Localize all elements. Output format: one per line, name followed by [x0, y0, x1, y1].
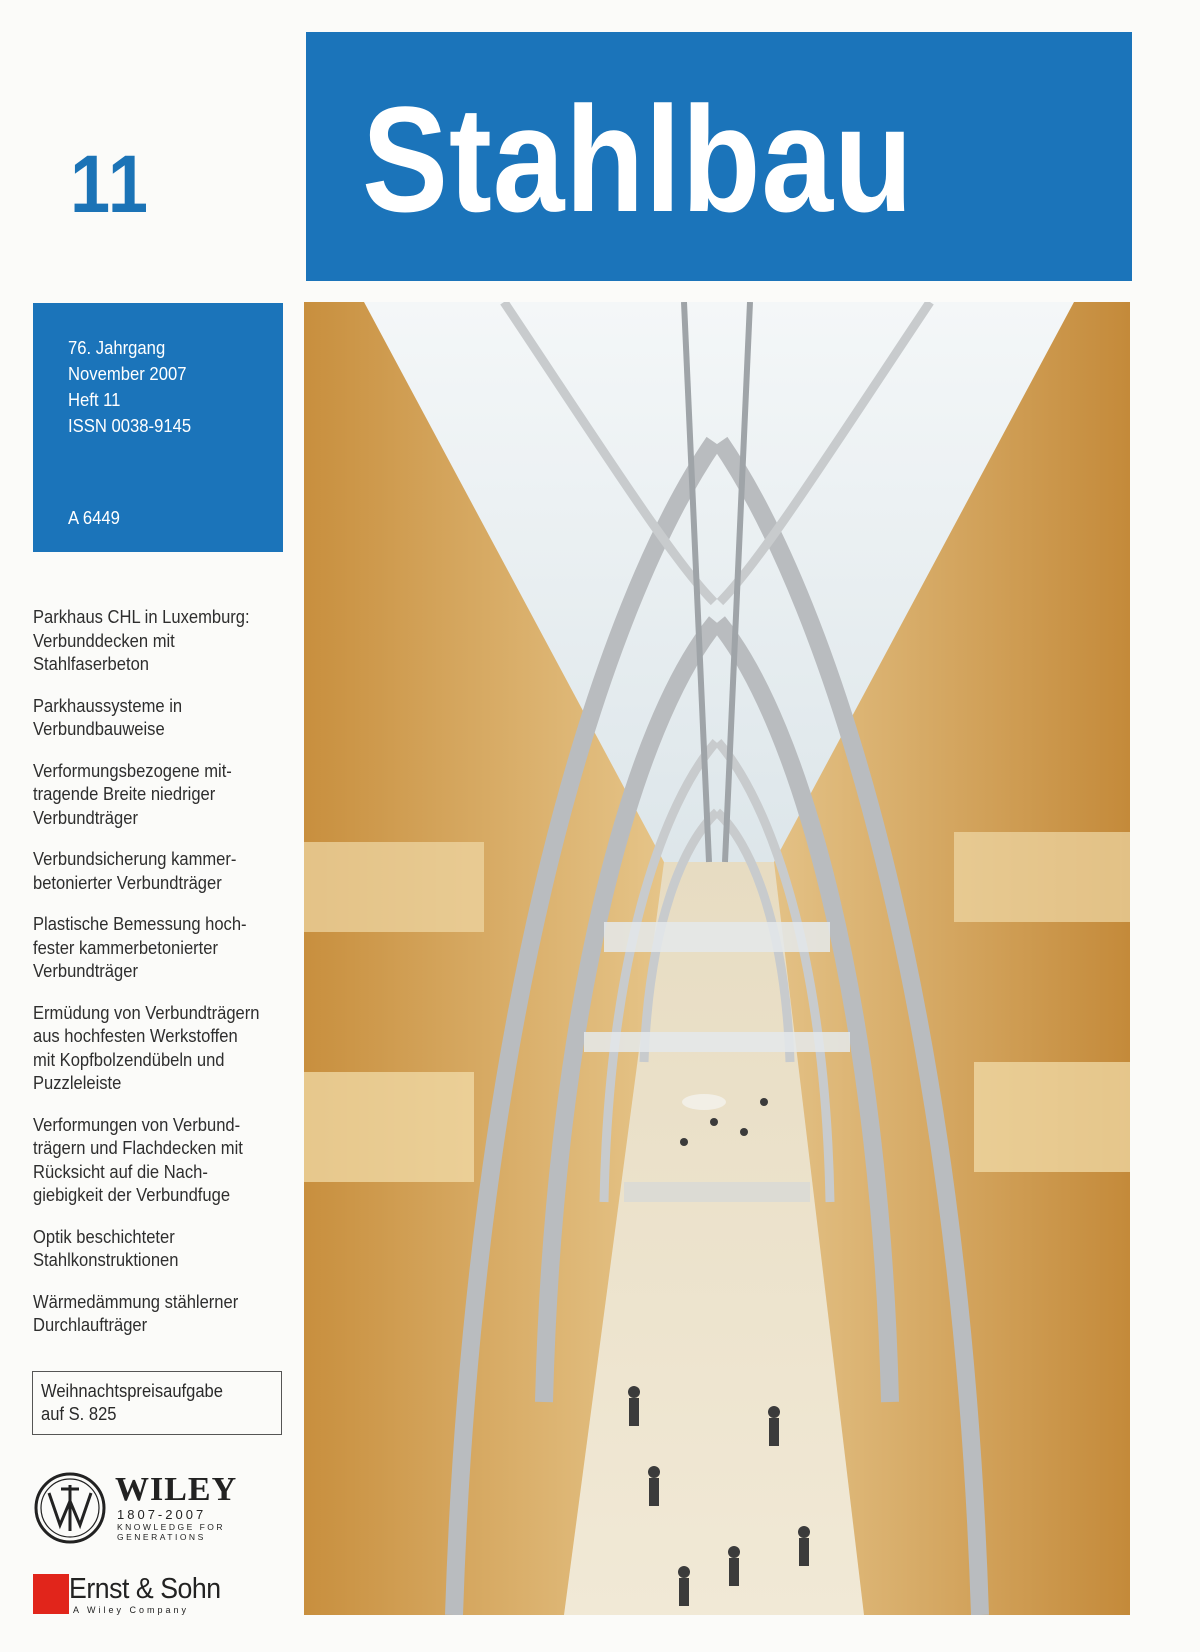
issue-info-box	[33, 303, 283, 552]
title-band	[306, 32, 1132, 281]
journal-title: Stahlbau	[362, 75, 914, 243]
promo-box	[32, 1371, 282, 1435]
wiley-years: 1807-2007	[117, 1507, 207, 1522]
toc-item: Optik beschichteter Stahlkonstruktionen	[33, 1226, 179, 1270]
toc-item: Verformungsbezogene mit- tragende Breite niedriger Verbundträger	[33, 760, 232, 828]
publisher-name: Ernst & Sohn	[69, 1573, 221, 1605]
wiley-wordmark: WILEY	[115, 1471, 238, 1508]
toc-item: Verbundsicherung kammer- betonierter Verbundträger	[33, 849, 237, 893]
issn-line: ISSN 0038-9145	[68, 415, 192, 436]
toc-item: Plastische Bemessung hoch- fester kammerbetonierter Verbundträger	[33, 914, 247, 981]
toc-item: Wärmedämmung stählerner Durchlaufträger	[33, 1291, 239, 1335]
toc-item: Verformungen von Verbund- trägern und Flachdecken mit Rücksicht auf die Nach- giebigkeit der Verbundfuge	[33, 1114, 243, 1205]
wiley-tagline: KNOWLEDGE FOR GENERATIONS	[117, 1522, 226, 1542]
cover-photo	[304, 302, 1130, 1615]
publisher-logo	[33, 1572, 263, 1616]
toc-item: Parkhaussysteme in Verbundbauweise	[33, 695, 183, 739]
issue-number: 11	[70, 139, 150, 230]
promo-text: Weihnachtspreisaufgabe auf S. 825	[41, 1381, 223, 1424]
issue-line: Heft 11	[68, 389, 121, 410]
toc-item: Ermüdung von Verbundträgern aus hochfesten Werkstoffen mit Kopfbolzendübeln und Puzzleleiste	[33, 1002, 260, 1093]
wiley-logo	[33, 1471, 238, 1546]
wiley-seal-icon	[33, 1471, 107, 1545]
publisher-red-square	[33, 1574, 69, 1614]
code-line: A 6449	[68, 507, 120, 528]
toc-item: Parkhaus CHL in Luxemburg: Verbunddecken mit Stahlfaserbeton	[33, 607, 250, 674]
volume-line: 76. Jahrgang	[68, 337, 166, 358]
mall-atrium-image	[304, 302, 1130, 1615]
date-line: November 2007	[68, 363, 187, 384]
table-of-contents	[33, 606, 295, 1356]
publisher-subline: A Wiley Company	[73, 1605, 190, 1615]
